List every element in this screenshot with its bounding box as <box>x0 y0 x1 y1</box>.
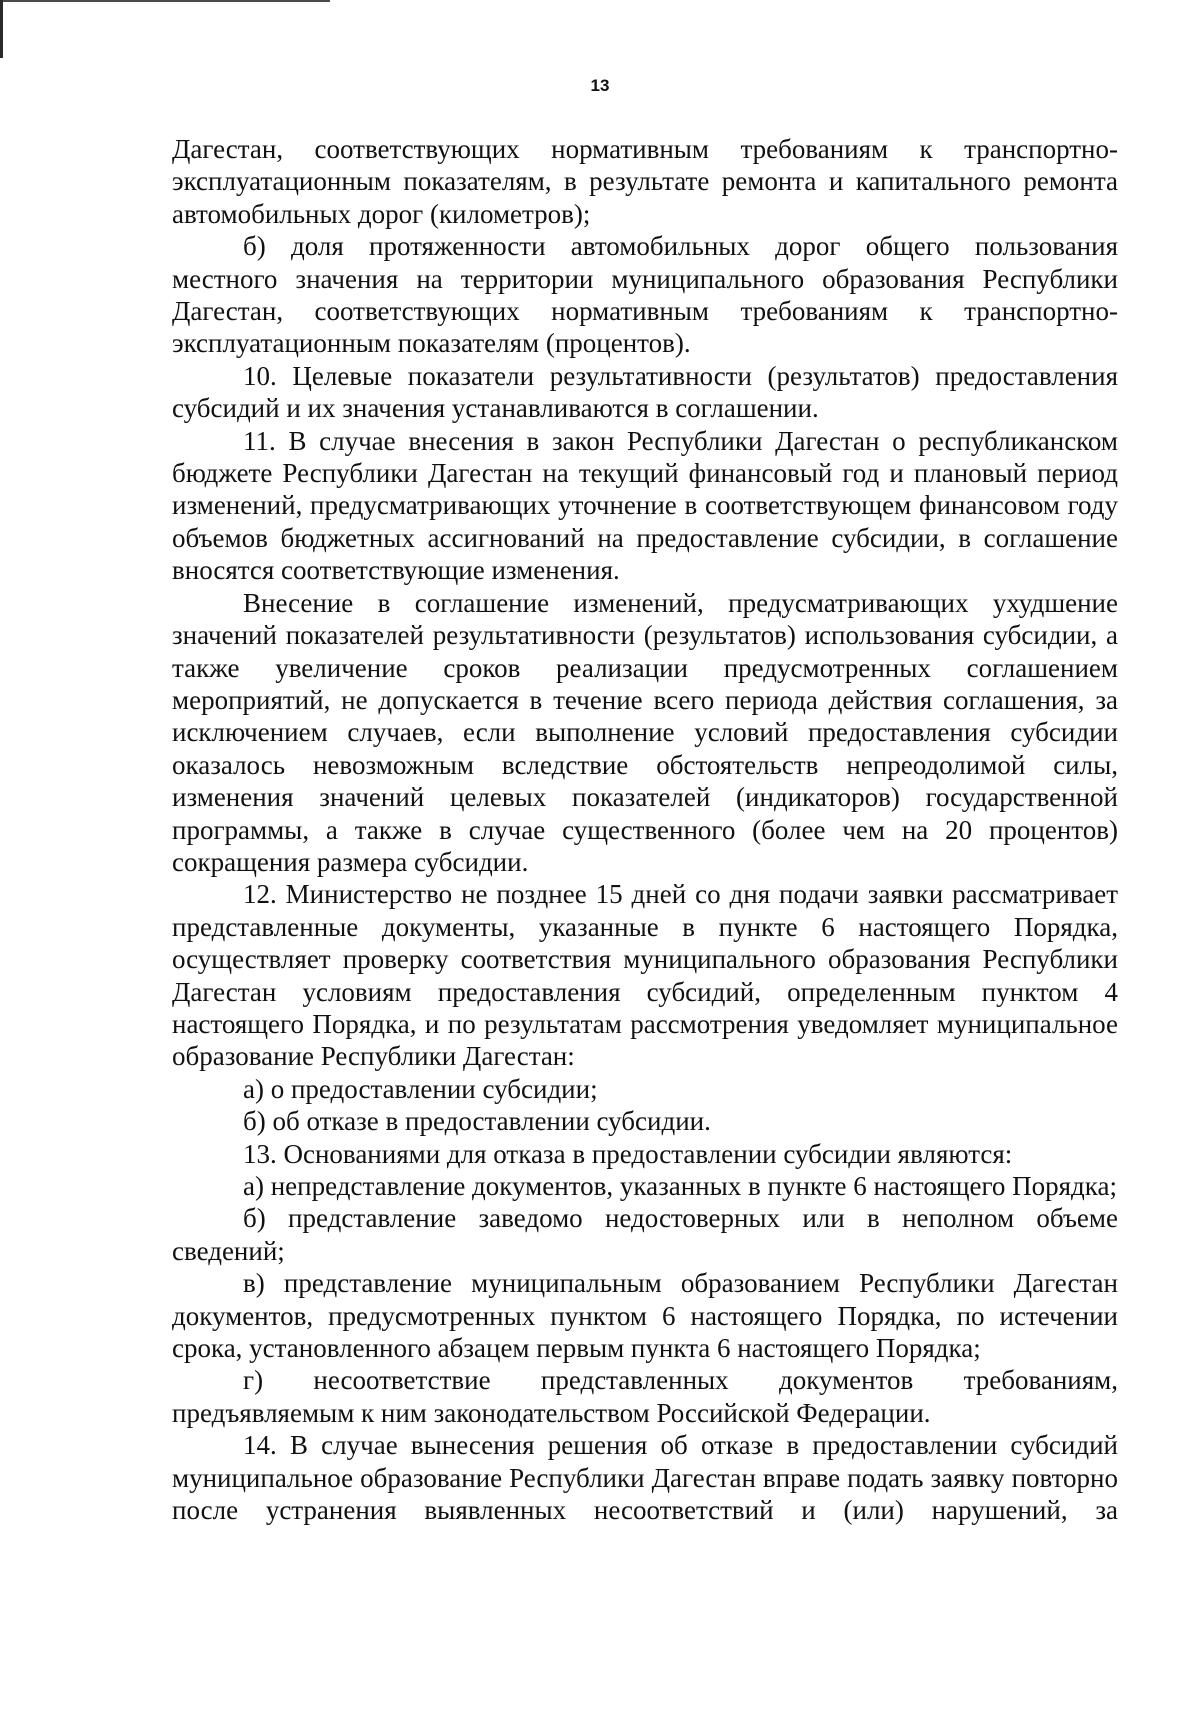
paragraph-12: 12. Министерство не позднее 15 дней со дня подачи заявки рассматривает представленные документы, указанные в пункте 6 настоящего Порядка, осуществляет проверку соответствия муниципального образования Республики Дагестан условиям предоставления субсидий, определенным пунктом 4 настоящего Порядка, и по результатам рассмотрения уведомляет муниципальное образование Республики Дагестан: <box>172 879 1118 1072</box>
scan-edge-left <box>0 0 3 58</box>
page-number: 13 <box>590 76 610 95</box>
paragraph-11-amendments: Внесение в соглашение изменений, предусматривающих ухудшение значений показателей результативности (результатов) использования субсидии, а также увеличение сроков реализации предусмотренных соглашением мероприятий, не допускается в течение всего периода действия соглашения, за исключением случаев, если выполнение условий предоставления субсидии оказалось невозможным вследствие обстоятельств непреодолимой силы, изменения значений целевых показателей (индикаторов) государственной программы, а также в случае существенного (более чем на 20 процентов) сокращения размера субсидии. <box>172 587 1118 877</box>
scan-edge-top <box>0 0 330 2</box>
paragraph-13-item-v: в) представление муниципальным образованием Республики Дагестан документов, предусмотренных пунктом 6 настоящего Порядка, по истечении срока, установленного абзацем первым пункта 6 настоящего Порядка; <box>172 1268 1118 1364</box>
paragraph-13-item-a: а) непредставление документов, указанных в пункте 6 настоящего Порядка; <box>243 1171 1117 1201</box>
paragraph-12-item-a: а) о предоставлении субсидии; <box>243 1073 598 1104</box>
paragraph-12-item-b: б) об отказе в предоставлении субсидии. <box>243 1106 711 1137</box>
paragraph-11: 11. В случае внесения в закон Республики Дагестан о республиканском бюджете Республики Дагестан на текущий финансовый год и плановый период изменений, предусматривающих уточнение в соответствующем финансовом году объемов бюджетных ассигнований на предоставление субсидии, в соглашение вносятся соответствующие изменения. <box>172 425 1118 586</box>
paragraph-14: 14. В случае вынесения решения об отказе в предоставлении субсидий муниципальное образование Республики Дагестан вправе подать заявку повторно после устранения выявленных несоответствий и (или) нарушений, за <box>172 1430 1118 1526</box>
paragraph-continuation: Дагестан, соответствующих нормативным требованиям к транспортно-эксплуатационным показателям, в результате ремонта и капитального ремонта автомобильных дорог (километров); <box>172 134 1118 229</box>
paragraph-13-item-g: г) несоответствие представленных документов требованиям, предъявляемым к ним законодательством Российской Федерации. <box>172 1365 1118 1428</box>
paragraph-item-b-road-share: б) доля протяженности автомобильных дорог общего пользования местного значения на территории муниципального образования Республики Дагестан, соответствующих нормативным требованиям к транспортно-эксплуатационным показателям (процентов). <box>172 231 1118 359</box>
paragraph-10: 10. Целевые показатели результативности (результатов) предоставления субсидий и их значения устанавливаются в соглашении. <box>172 360 1118 424</box>
paragraph-13: 13. Основаниями для отказа в предоставлении субсидии являются: <box>243 1138 1013 1169</box>
paragraph-13-item-b: б) представление заведомо недостоверных или в неполном объеме сведений; <box>172 1203 1118 1266</box>
document-body <box>172 133 1118 1526</box>
